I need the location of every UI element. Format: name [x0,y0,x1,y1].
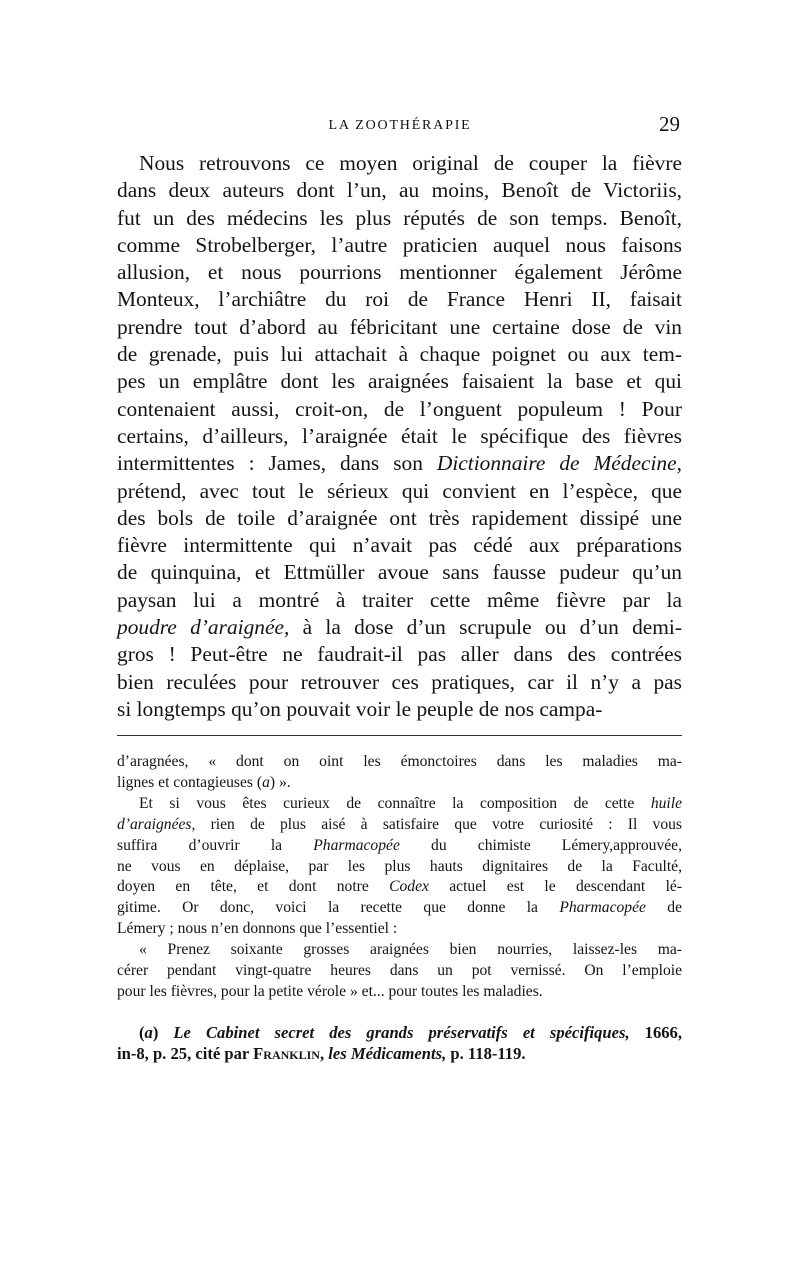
text-span: comme Strobelberger, l’autre praticien auquel nous faisons [117,232,682,257]
text-span: fièvre intermittente qui n’avait pas cédé aux préparations [117,533,682,558]
text-span: du chimiste Lémery,approuvée, [399,836,682,854]
text-line [117,857,682,878]
text-span: suffira d’ouvrir la [117,836,314,854]
text-span: ne vous en déplaise, par les plus hauts dignitaires de la Faculté, [117,857,682,875]
running-title: LA ZOOTHÉRAPIE [328,118,472,133]
footnote-continuation [117,752,682,1003]
text-line [117,696,682,723]
text-line [117,1043,682,1064]
text-span: Franklin, [253,1044,325,1064]
italic-span: huile [650,794,682,812]
text-span: , [676,451,682,476]
italic-span: a [262,773,270,791]
main-text-block [117,150,682,723]
text-span: gitime. Or donc, voici la recette que donne la [117,899,560,917]
text-line [117,794,682,815]
text-line [117,982,682,1003]
footnote-citation [117,1022,682,1064]
text-span: ( [139,1023,145,1042]
italic-span: d’araignées, [117,815,196,833]
text-line [117,836,682,857]
text-span: pes un emplâtre dont les araignées faisaient la base et qui [117,369,682,394]
text-span: intermittentes : James, dans son [117,451,437,476]
text-span: Et si vous êtes curieux de connaître la composition de cette [139,794,651,812]
text-span: Monteux, l’archiâtre du roi de France Henri II, faisait [117,287,682,312]
text-line [117,478,682,505]
text-span: p. 118-119. [446,1044,526,1064]
text-span: ) [152,1023,174,1042]
text-line [117,898,682,919]
text-line [117,368,682,395]
text-line [117,641,682,668]
text-line [117,815,682,836]
text-line [117,314,682,341]
text-span: de [645,899,682,917]
text-line [117,396,682,423]
text-span: pour les fièvres, pour la petite vérole » et... pour toutes les maladies. [117,982,543,1000]
text-line [117,205,682,232]
text-span: des bols de toile d’araignée ont très rapidement dissipé une [117,505,682,530]
text-line [117,505,682,532]
italic-span: Codex [389,878,429,896]
text-line [117,559,682,586]
text-line [117,669,682,696]
text-line [117,286,682,313]
text-span: certains, d’ailleurs, l’araignée était le spécifique des fièvres [117,423,682,448]
text-span: fut un des médecins les plus réputés de son temps. Benoît, [117,205,682,230]
text-line [117,1022,682,1043]
text-line [117,961,682,982]
text-line [117,877,682,898]
footnote-separator-rule [117,735,682,736]
text-span: actuel est le descendant lé- [428,878,683,896]
text-span: contenaient aussi, croit-on, de l’onguent populeum ! Pour [117,396,682,421]
text-span: rien de plus aisé à satisfaire que votre curiosité : Il vous [195,815,682,833]
italic-span: Dictionnaire de Médecine [436,451,677,476]
text-span: 1666, [629,1023,682,1042]
text-line [117,450,682,477]
text-line [117,773,682,794]
text-line [117,232,682,259]
text-span: prétend, avec tout le sérieux qui convient en l’espèce, que [117,478,682,503]
text-span: allusion, et nous pourrions mentionner également Jérôme [117,260,682,285]
italic-span: Pharmacopée [313,836,400,854]
text-span: si longtemps qu’on pouvait voir le peuple de nos campa- [117,696,603,721]
text-span: paysan lui a montré à traiter cette même fièvre par la [117,587,682,612]
page-number: 29 [659,112,680,136]
text-line [117,752,682,773]
running-head [0,112,800,142]
text-span: bien reculées pour retrouver ces pratiques, car il n’y a pas [117,669,682,694]
italic-span: a [144,1023,153,1042]
text-span: dans deux auteurs dont l’un, au moins, Benoît de Victoriis, [117,178,682,203]
text-span: d’aragnées, « dont on oint les émonctoires dans les maladies ma- [117,753,682,770]
text-line [117,532,682,559]
italic-span: poudre d’araignée, [117,615,290,640]
text-span: in-8, p. 25, cité par [117,1044,254,1064]
text-span: Lémery ; nous n’en donnons que l’essentiel : [117,920,398,938]
italic-span: Le Cabinet secret des grands préservatifs et spécifiques, [173,1023,630,1042]
text-span: « Prenez soixante grosses araignées bien nourries, laissez-les ma- [139,941,682,959]
text-line [117,614,682,641]
text-line [117,150,682,177]
text-line [117,259,682,286]
text-span: lignes et contagieuses ( [117,773,263,791]
text-line [117,940,682,961]
text-span: de quinquina, et Ettmüller avoue sans fausse pudeur qu’un [117,560,682,585]
text-line [117,587,682,614]
text-line [117,919,682,940]
text-span: gros ! Peut-être ne faudrait-il pas aller dans des contrées [117,642,682,667]
text-line [117,423,682,450]
text-span: de grenade, puis lui attachait à chaque poignet ou aux tem- [117,342,682,367]
italic-span: Pharmacopée [559,899,646,917]
text-span: cérer pendant vingt-quatre heures dans un pot vernissé. On l’emploie [117,962,682,980]
text-span: doyen en tête, et dont notre [117,878,390,896]
text-span: Nous retrouvons ce moyen original de couper la fièvre [139,151,682,175]
text-line [117,341,682,368]
text-span: prendre tout d’abord au fébricitant une certaine dose de vin [117,314,682,339]
text-span: à la dose d’un scrupule ou d’un demi- [289,615,682,640]
text-span: ) ». [269,773,291,791]
text-line [117,177,682,204]
italic-span: les Médicaments, [324,1044,447,1064]
